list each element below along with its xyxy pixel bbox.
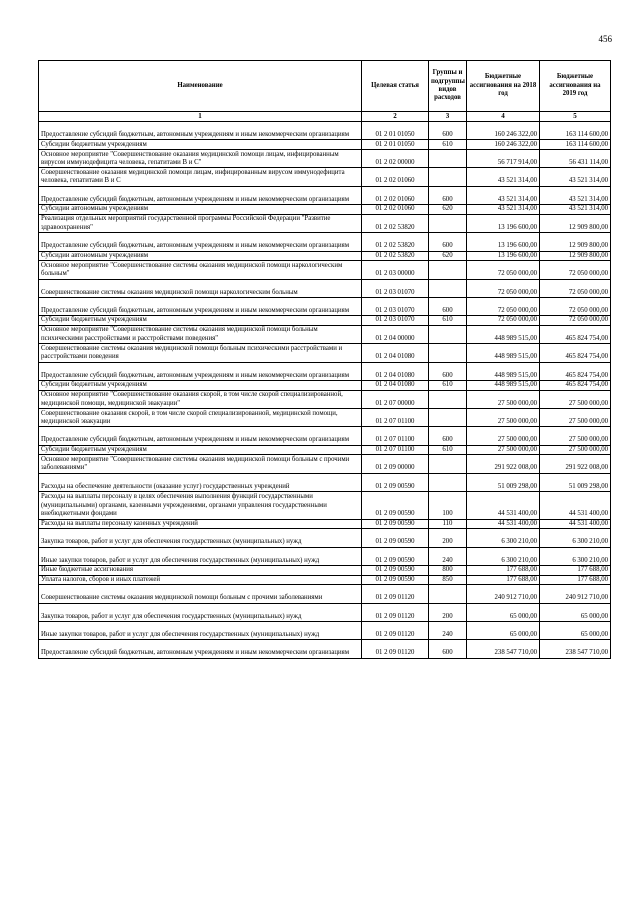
- row-2018-cell: 238 547 710,00: [467, 640, 540, 658]
- row-code-cell: 01 2 09 00590: [362, 519, 429, 529]
- row-group-cell: 620: [429, 205, 467, 215]
- header-group: Группы и подгруппы видов расходов: [429, 61, 467, 112]
- row-name-cell: Совершенствование оказания медицинской помощи лицам, инфицированным вирусом иммунодефицита человека, гепатитами В и С: [39, 168, 362, 186]
- row-2018-cell: 448 989 515,00: [467, 362, 540, 380]
- row-2019-cell: 51 009 298,00: [540, 473, 611, 491]
- table-row: [39, 325, 611, 343]
- row-name-cell: Расходы на обеспечение деятельности (оказание услуг) государственных учреждений: [39, 473, 362, 491]
- row-2018-cell: 51 009 298,00: [467, 473, 540, 491]
- row-2019-cell: 43 521 314,00: [540, 186, 611, 204]
- table-row: [39, 168, 611, 186]
- row-group-cell: 600: [429, 186, 467, 204]
- table-row: [39, 427, 611, 445]
- table-row: [39, 575, 611, 585]
- row-group-cell: 600: [429, 427, 467, 445]
- row-code-cell: 01 2 07 01100: [362, 427, 429, 445]
- row-code-cell: 01 2 04 01080: [362, 344, 429, 362]
- row-name-cell: Реализация отдельных мероприятий государственной программы Российской Федерации "Развитие здравоохранения": [39, 214, 362, 232]
- row-name-cell: Предоставление субсидий бюджетным, автономным учреждениям и иным некоммерческим организациям: [39, 233, 362, 251]
- table-row: [39, 409, 611, 427]
- table-row: [39, 621, 611, 639]
- row-name-cell: Основное мероприятие "Совершенствование системы оказания медицинской помощи больным психическими расстройствами и расстройствами поведения": [39, 325, 362, 343]
- table-header-row: [39, 61, 611, 112]
- row-name-cell: Совершенствование системы оказания медицинской помощи больным психическими расстройствами и расстройствами поведения: [39, 344, 362, 362]
- row-group-cell: 200: [429, 603, 467, 621]
- row-name-cell: Предоставление субсидий бюджетным, автономным учреждениям и иным некоммерческим организациям: [39, 122, 362, 140]
- row-2018-cell: 177 688,00: [467, 575, 540, 585]
- row-2019-cell: 12 909 800,00: [540, 214, 611, 232]
- row-code-cell: 01 2 02 53820: [362, 233, 429, 251]
- row-name-cell: Иные закупки товаров, работ и услуг для обеспечения государственных (муниципальных) нужд: [39, 621, 362, 639]
- row-group-cell: 600: [429, 233, 467, 251]
- table-row: [39, 381, 611, 391]
- row-name-cell: Субсидии автономным учреждениям: [39, 251, 362, 261]
- column-number: 4: [467, 112, 540, 122]
- row-2018-cell: 240 912 710,00: [467, 585, 540, 603]
- row-2018-cell: 44 531 400,00: [467, 492, 540, 519]
- row-2019-cell: 43 521 314,00: [540, 168, 611, 186]
- row-code-cell: 01 2 09 01120: [362, 621, 429, 639]
- row-code-cell: 01 2 04 00000: [362, 325, 429, 343]
- row-2019-cell: 72 050 000,00: [540, 279, 611, 297]
- row-group-cell: 100: [429, 492, 467, 519]
- table-row: [39, 473, 611, 491]
- row-group-cell: 610: [429, 140, 467, 150]
- table-row: [39, 279, 611, 297]
- column-numbers-row: [39, 112, 611, 122]
- row-group-cell: [429, 168, 467, 186]
- row-2018-cell: 160 246 322,00: [467, 140, 540, 150]
- row-group-cell: [429, 409, 467, 427]
- column-number: 3: [429, 112, 467, 122]
- row-2019-cell: 72 050 000,00: [540, 261, 611, 279]
- row-2019-cell: 240 912 710,00: [540, 585, 611, 603]
- row-name-cell: Субсидии бюджетным учреждениям: [39, 316, 362, 326]
- row-name-cell: Предоставление субсидий бюджетным, автономным учреждениям и иным некоммерческим организациям: [39, 297, 362, 315]
- row-name-cell: Субсидии бюджетным учреждениям: [39, 445, 362, 455]
- row-2019-cell: 291 922 008,00: [540, 455, 611, 473]
- row-code-cell: 01 2 02 00000: [362, 149, 429, 167]
- header-code: Целевая статья: [362, 61, 429, 112]
- page-number: 456: [598, 34, 612, 44]
- row-group-cell: 600: [429, 122, 467, 140]
- row-code-cell: 01 2 09 00590: [362, 492, 429, 519]
- table-row: [39, 214, 611, 232]
- row-group-cell: 610: [429, 445, 467, 455]
- table-row: [39, 297, 611, 315]
- table-row: [39, 603, 611, 621]
- row-2019-cell: 43 521 314,00: [540, 205, 611, 215]
- row-2018-cell: 448 989 515,00: [467, 344, 540, 362]
- row-group-cell: [429, 390, 467, 408]
- row-name-cell: Закупка товаров, работ и услуг для обеспечения государственных (муниципальных) нужд: [39, 529, 362, 547]
- row-code-cell: 01 2 03 00000: [362, 261, 429, 279]
- table-row: [39, 445, 611, 455]
- table-row: [39, 316, 611, 326]
- row-2019-cell: 44 531 400,00: [540, 492, 611, 519]
- table-row: [39, 251, 611, 261]
- row-2019-cell: 177 688,00: [540, 575, 611, 585]
- row-name-cell: Основное мероприятие "Совершенствование оказания медицинской помощи лицам, инфицированным вирусом иммунодефицита человека, гепатитами В и С": [39, 149, 362, 167]
- row-group-cell: 600: [429, 362, 467, 380]
- row-name-cell: Совершенствование системы оказания медицинской помощи больным с прочими заболеваниями: [39, 585, 362, 603]
- row-name-cell: Предоставление субсидий бюджетным, автономным учреждениям и иным некоммерческим организациям: [39, 640, 362, 658]
- row-2018-cell: 160 246 322,00: [467, 122, 540, 140]
- row-group-cell: 600: [429, 640, 467, 658]
- row-name-cell: Основное мероприятие "Совершенствование системы оказания медицинской помощи больным с прочими заболеваниями": [39, 455, 362, 473]
- row-name-cell: Субсидии бюджетным учреждениям: [39, 381, 362, 391]
- row-group-cell: [429, 149, 467, 167]
- row-2019-cell: 65 000,00: [540, 621, 611, 639]
- row-code-cell: 01 2 07 00000: [362, 390, 429, 408]
- row-code-cell: 01 2 09 00590: [362, 473, 429, 491]
- row-2018-cell: 27 500 000,00: [467, 427, 540, 445]
- row-2019-cell: 6 300 210,00: [540, 529, 611, 547]
- row-2018-cell: 448 989 515,00: [467, 325, 540, 343]
- row-code-cell: 01 2 07 01100: [362, 445, 429, 455]
- row-2019-cell: 6 300 210,00: [540, 547, 611, 565]
- table-row: [39, 640, 611, 658]
- row-2018-cell: 6 300 210,00: [467, 529, 540, 547]
- table-row: [39, 565, 611, 575]
- table-row: [39, 529, 611, 547]
- table-row: [39, 362, 611, 380]
- row-2018-cell: 177 688,00: [467, 565, 540, 575]
- row-group-cell: [429, 473, 467, 491]
- row-2019-cell: 465 824 754,00: [540, 325, 611, 343]
- row-code-cell: 01 2 09 00590: [362, 565, 429, 575]
- row-name-cell: Иные закупки товаров, работ и услуг для обеспечения государственных (муниципальных) нужд: [39, 547, 362, 565]
- row-2019-cell: 56 431 114,00: [540, 149, 611, 167]
- row-group-cell: [429, 455, 467, 473]
- row-2019-cell: 65 000,00: [540, 603, 611, 621]
- table-row: [39, 547, 611, 565]
- row-name-cell: Расходы на выплаты персоналу в целях обеспечения выполнения функций государственными (муниципальными) органами, казенными учреждениями, органами управления государственными внебюджетными фондами: [39, 492, 362, 519]
- row-code-cell: 01 2 02 01060: [362, 205, 429, 215]
- row-2018-cell: 27 500 000,00: [467, 445, 540, 455]
- row-group-cell: 800: [429, 565, 467, 575]
- row-2018-cell: 13 196 600,00: [467, 251, 540, 261]
- row-2019-cell: 12 909 800,00: [540, 233, 611, 251]
- budget-table: [38, 60, 611, 659]
- row-code-cell: 01 2 03 01070: [362, 297, 429, 315]
- row-group-cell: 240: [429, 547, 467, 565]
- row-group-cell: [429, 344, 467, 362]
- row-2019-cell: 27 500 000,00: [540, 409, 611, 427]
- column-number: 5: [540, 112, 611, 122]
- row-code-cell: 01 2 03 01070: [362, 279, 429, 297]
- header-name: Наименование: [39, 61, 362, 112]
- table-row: [39, 205, 611, 215]
- row-code-cell: 01 2 09 01120: [362, 640, 429, 658]
- row-name-cell: Основное мероприятие "Совершенствование системы оказания медицинской помощи наркологическим больным": [39, 261, 362, 279]
- row-2019-cell: 163 114 600,00: [540, 140, 611, 150]
- row-code-cell: 01 2 09 00590: [362, 529, 429, 547]
- row-code-cell: 01 2 03 01070: [362, 316, 429, 326]
- row-group-cell: [429, 279, 467, 297]
- header-2019: Бюджетные ассигнования на 2019 год: [540, 61, 611, 112]
- row-code-cell: 01 2 09 00000: [362, 455, 429, 473]
- row-group-cell: [429, 261, 467, 279]
- row-name-cell: Предоставление субсидий бюджетным, автономным учреждениям и иным некоммерческим организациям: [39, 427, 362, 445]
- row-2018-cell: 65 000,00: [467, 603, 540, 621]
- row-name-cell: Предоставление субсидий бюджетным, автономным учреждениям и иным некоммерческим организациям: [39, 186, 362, 204]
- row-2019-cell: 72 050 000,00: [540, 316, 611, 326]
- row-name-cell: Субсидии автономным учреждениям: [39, 205, 362, 215]
- row-name-cell: Иные бюджетные ассигнования: [39, 565, 362, 575]
- row-2018-cell: 72 050 000,00: [467, 279, 540, 297]
- header-2018: Бюджетные ассигнования на 2018 год: [467, 61, 540, 112]
- table-row: [39, 455, 611, 473]
- table-row: [39, 585, 611, 603]
- row-2019-cell: 27 500 000,00: [540, 445, 611, 455]
- row-group-cell: [429, 585, 467, 603]
- row-2018-cell: 27 500 000,00: [467, 409, 540, 427]
- table-row: [39, 519, 611, 529]
- table-row: [39, 140, 611, 150]
- row-name-cell: Основное мероприятие "Совершенствование оказания скорой, в том числе скорой специализированной, медицинской помощи, медицинской эвакуации": [39, 390, 362, 408]
- row-code-cell: 01 2 02 01060: [362, 168, 429, 186]
- row-code-cell: 01 2 01 01050: [362, 140, 429, 150]
- row-2019-cell: 27 500 000,00: [540, 427, 611, 445]
- row-code-cell: 01 2 04 01080: [362, 381, 429, 391]
- row-2018-cell: 13 196 600,00: [467, 214, 540, 232]
- row-2019-cell: 465 824 754,00: [540, 344, 611, 362]
- row-code-cell: 01 2 02 53820: [362, 251, 429, 261]
- row-name-cell: Субсидии бюджетным учреждениям: [39, 140, 362, 150]
- row-code-cell: 01 2 09 01120: [362, 603, 429, 621]
- row-2018-cell: 65 000,00: [467, 621, 540, 639]
- row-name-cell: Закупка товаров, работ и услуг для обеспечения государственных (муниципальных) нужд: [39, 603, 362, 621]
- row-name-cell: Уплата налогов, сборов и иных платежей: [39, 575, 362, 585]
- row-code-cell: 01 2 02 53820: [362, 214, 429, 232]
- column-number: 2: [362, 112, 429, 122]
- row-2018-cell: 291 922 008,00: [467, 455, 540, 473]
- row-2018-cell: 6 300 210,00: [467, 547, 540, 565]
- column-number: 1: [39, 112, 362, 122]
- row-group-cell: 240: [429, 621, 467, 639]
- row-2018-cell: 27 500 000,00: [467, 390, 540, 408]
- row-2018-cell: 43 521 314,00: [467, 186, 540, 204]
- row-2019-cell: 465 824 754,00: [540, 362, 611, 380]
- row-2018-cell: 72 050 000,00: [467, 316, 540, 326]
- row-2019-cell: 12 909 800,00: [540, 251, 611, 261]
- row-2019-cell: 465 824 754,00: [540, 381, 611, 391]
- row-group-cell: [429, 325, 467, 343]
- table-row: [39, 344, 611, 362]
- row-2018-cell: 43 521 314,00: [467, 205, 540, 215]
- table-row: [39, 122, 611, 140]
- row-group-cell: [429, 214, 467, 232]
- row-code-cell: 01 2 09 01120: [362, 585, 429, 603]
- row-group-cell: 620: [429, 251, 467, 261]
- row-name-cell: Совершенствование оказания скорой, в том числе скорой специализированной, медицинской помощи, медицинской эвакуации: [39, 409, 362, 427]
- row-group-cell: 110: [429, 519, 467, 529]
- row-code-cell: 01 2 07 01100: [362, 409, 429, 427]
- table-row: [39, 390, 611, 408]
- row-code-cell: 01 2 02 01060: [362, 186, 429, 204]
- row-group-cell: 610: [429, 316, 467, 326]
- row-2018-cell: 72 050 000,00: [467, 261, 540, 279]
- row-2019-cell: 177 688,00: [540, 565, 611, 575]
- row-2018-cell: 72 050 000,00: [467, 297, 540, 315]
- table-row: [39, 186, 611, 204]
- row-name-cell: Расходы на выплаты персоналу казенных учреждений: [39, 519, 362, 529]
- row-2019-cell: 163 114 600,00: [540, 122, 611, 140]
- table-row: [39, 149, 611, 167]
- row-2018-cell: 56 717 914,00: [467, 149, 540, 167]
- row-group-cell: 610: [429, 381, 467, 391]
- table-row: [39, 261, 611, 279]
- row-2018-cell: 44 531 400,00: [467, 519, 540, 529]
- table-row: [39, 492, 611, 519]
- table-row: [39, 233, 611, 251]
- row-code-cell: 01 2 04 01080: [362, 362, 429, 380]
- row-group-cell: 200: [429, 529, 467, 547]
- row-code-cell: 01 2 09 00590: [362, 575, 429, 585]
- row-code-cell: 01 2 01 01050: [362, 122, 429, 140]
- row-2018-cell: 448 989 515,00: [467, 381, 540, 391]
- row-group-cell: 600: [429, 297, 467, 315]
- row-name-cell: Совершенствование системы оказания медицинской помощи наркологическим больным: [39, 279, 362, 297]
- row-2018-cell: 43 521 314,00: [467, 168, 540, 186]
- row-code-cell: 01 2 09 00590: [362, 547, 429, 565]
- row-group-cell: 850: [429, 575, 467, 585]
- row-name-cell: Предоставление субсидий бюджетным, автономным учреждениям и иным некоммерческим организациям: [39, 362, 362, 380]
- row-2019-cell: 44 531 400,00: [540, 519, 611, 529]
- row-2019-cell: 72 050 000,00: [540, 297, 611, 315]
- row-2019-cell: 27 500 000,00: [540, 390, 611, 408]
- row-2018-cell: 13 196 600,00: [467, 233, 540, 251]
- row-2019-cell: 238 547 710,00: [540, 640, 611, 658]
